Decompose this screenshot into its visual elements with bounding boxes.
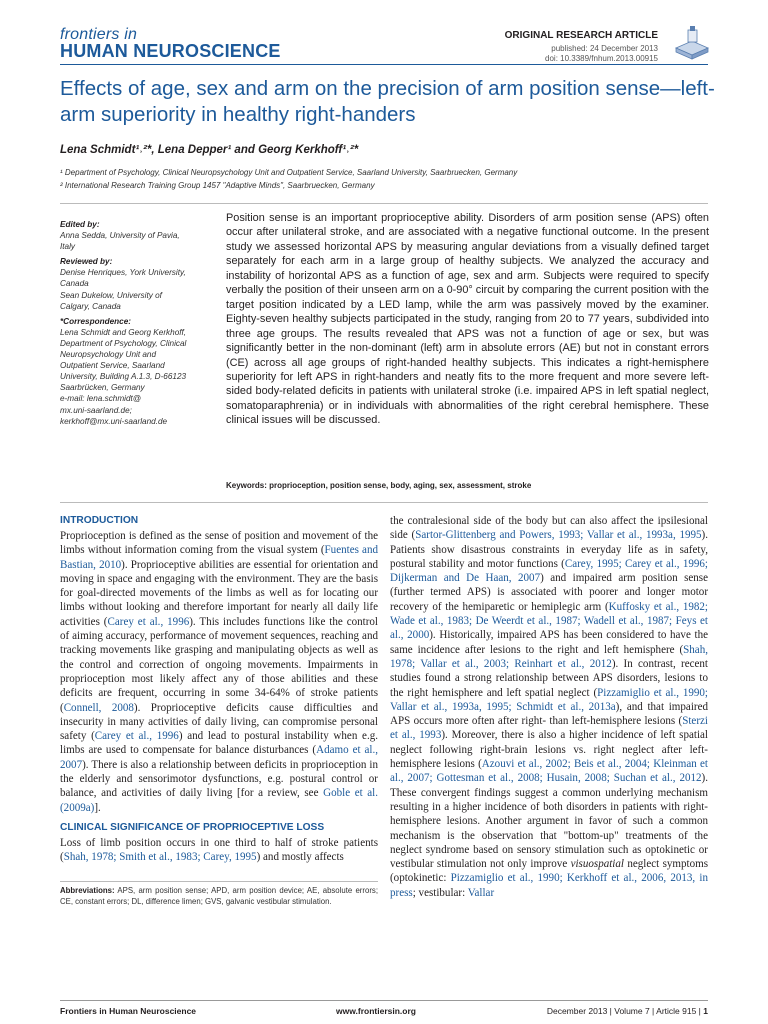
body-text: ). Moreover, there is also a higher incidence of left spatial neglect following right-brain lesions vs. right neglect after left-hemisphere lesions ( <box>390 729 708 771</box>
reviewer-line: Sean Dukelow, University of <box>60 290 162 300</box>
email-link[interactable]: kerkhoff@mx.uni-saarland.de <box>60 416 168 426</box>
correspondence-line: Outpatient Service, Saarland <box>60 361 165 371</box>
citation-link[interactable]: Pizzamiglio et al., 1990; Kerkhoff et al., 2006, 2013, in press <box>390 872 708 899</box>
body-text: ; vestibular: <box>412 886 468 899</box>
footer-website-link[interactable]: www.frontiersin.org <box>336 1006 416 1016</box>
body-text: ). Proprioceptive abilities are essential for orientation and moving in space and engaging with the environment. They are the basis for goal-directed movements of the limbs as well as for locating our limbs without looking and therefore important for nearly all daily life activities ( <box>60 558 378 628</box>
affiliation-1: ¹ Department of Psychology, Clinical Neuropsychology Unit and Outpatient Service, Saarland University, Saarbruecken, Germany <box>60 168 518 177</box>
header-rule <box>60 64 708 65</box>
citation-link[interactable]: Azouvi et al., 2002; Beis et al., 2004; Kleinman et al., 2007; Gottesman et al., 2008; Husain, 2008; Suchan et al., 2012 <box>390 758 709 785</box>
citation-link[interactable]: Vallar <box>467 886 495 899</box>
citation-link[interactable]: Carey, 1995; Carey et al., 1996; Dijkerman and De Haan, 2007 <box>390 557 708 585</box>
body-column-right <box>390 514 708 900</box>
body-text: the contralesional side of the body but can also affect the ipsilesional side ( <box>390 515 708 542</box>
body-text: ). These convergent findings suggest a common underlying mechanism resulting in a higher incidence of both disorders in patients with right-hemisphere lesions. Another argument in favor of such a common mechanism is the observation that "bottom-up" treatments of the neglect syndrome based on sensory stimulation such as optokinetic or vestibular stimulation not only improve <box>390 772 708 871</box>
article-type: ORIGINAL RESEARCH ARTICLE <box>504 30 658 41</box>
paragraph <box>60 529 378 815</box>
abbreviations-label: Abbreviations: <box>60 886 115 895</box>
abstract: Position sense is an important proprioceptive ability. Disorders of arm position sense (APS) often occur after unilateral stroke, and are associated with a negative functional outcome. In the present study we assessed horizontal APS by measuring angular deviations from a visually defined target separately for each arm in a large group of healthy subjects. We analyzed the accuracy and instability of horizontal APS as a function of age, sex and arm. Subjects were required to specify verbally the position of their unseen arm on a 0-90° circuit by comparing the current position with the target position indicated by a LED lamp, while the arm was passively moved by the examiner. Eighty-seven healthy subjects participated in the study, ranging from 20 to 77 years, subdivided into three age groups. The results revealed that APS was not a function of age or sex, but was significantly better in the non-dominant (left) arm in absolute errors (AE) but not in constant errors (CE) across all age groups of right-handed healthy subjects. This indicates a right-hemisphere superiority for left APS in right-handers and neatly fits to the more frequent and more severe left-sided body-related deficits in patients with unilateral stroke (i.e. impaired APS in left spatial neglect, somatoparaphrenia) or in individuals with abnormalities of the right cerebral hemisphere. These clinical issues will be discussed. <box>226 212 709 427</box>
correspondence-block <box>60 316 210 427</box>
reviewer-line: Denise Henriques, York University, <box>60 268 186 278</box>
editor-line: Italy <box>60 242 76 252</box>
body-text: neglect symptoms (optokinetic: <box>390 858 708 885</box>
keywords: Keywords: proprioception, position sense, body, aging, sex, assessment, stroke <box>226 481 532 490</box>
body-text: Loss of limb position occurs in one third to half of stroke patients ( <box>60 836 378 864</box>
editor-line: Anna Sedda, University of Pavia, <box>60 231 180 241</box>
correspondence-line: Department of Psychology, Clinical <box>60 338 187 348</box>
email-link[interactable]: mx.uni-saarland.de; <box>60 405 132 415</box>
footer-rule <box>60 1000 708 1001</box>
frontiers-logo-icon <box>672 24 712 60</box>
correspondence-label: *Correspondence: <box>60 316 131 326</box>
body-text: ) and lead to postural instability when e.g. limbs are used to compensate for balance disturbances ( <box>60 730 378 757</box>
section-heading-introduction: INTRODUCTION <box>60 515 139 526</box>
body-text: ). Patients show disastrous constraints in everyday life as in safety, postural stability and motor functions ( <box>390 529 708 570</box>
body-text: ). Proprioceptive deficits cause difficulties and insecurity in many activities of daily living, can compromise personal safety ( <box>60 701 378 743</box>
citation-link[interactable]: Fuentes and Bastian, 2010 <box>60 544 378 571</box>
editorial-sidebar <box>60 219 210 431</box>
correspondence-line: University, Building A.1.3, D-66123 <box>60 372 187 382</box>
body-text: ). This includes functions like the control of aiming accuracy, performance of movement sequences, reaching and tracking movements like grasping and manipulating objects as well as the control and correction of ongoing movements. Impairments in proprioception most likely affect any of those abilities and these deficits are frequent, occurring in some 34-64% of stroke patients ( <box>60 615 379 714</box>
affiliation-2: ² International Research Training Group 1457 "Adaptive Minds", Saarbruecken, Germany <box>60 181 375 190</box>
citation-link[interactable]: Sartor-Glittenberg and Powers, 1993; Vallar et al., 1993a, 1995 <box>415 529 702 542</box>
doi-link[interactable]: doi: 10.3389/fnhum.2013.00915 <box>545 54 658 63</box>
body-text: Proprioception is defined as the sense of position and movement of the limbs without information coming from the visual system ( <box>60 530 378 557</box>
citation-link[interactable]: Sterzi et al., 1993 <box>390 715 708 742</box>
edited-by-block <box>60 219 210 252</box>
page-number: 1 <box>703 1006 708 1016</box>
citation-link[interactable]: Carey et al., 1996 <box>94 730 179 743</box>
citation-link[interactable]: Pizzamiglio et al., 1990; Vallar et al., 1993a, 1995; Schmidt et al., 2013a <box>390 686 708 713</box>
correspondence-line: Saarbrücken, Germany <box>60 383 145 393</box>
citation-link[interactable]: Goble et al. (2009a) <box>60 787 379 814</box>
citation-link[interactable]: Connell, 2008 <box>63 701 134 714</box>
title-rule <box>60 203 708 204</box>
reviewed-by-block <box>60 256 210 311</box>
keywords-rule <box>60 502 708 503</box>
italic-text: visuospatial <box>570 858 624 871</box>
abbreviations-note <box>60 885 378 907</box>
journal-name-small: frontiers in <box>60 26 138 43</box>
citation-link[interactable]: Adamo et al., 2007 <box>60 744 379 771</box>
body-text: ). In contrast, recent studies found a strong relationship between APS disorders, lesions to the right hemisphere and left spatial neglect ( <box>390 657 709 699</box>
section-heading-clinical: CLINICAL SIGNIFICANCE OF PROPRIOCEPTIVE LOSS <box>60 821 325 833</box>
author-list: Lena Schmidt¹˒²*, Lena Depper¹ and Georg Kerkhoff¹˒²* <box>60 144 359 156</box>
article-title: Effects of age, sex and arm on the precision of arm position sense—left-arm superiority in healthy right-handers <box>60 77 715 126</box>
correspondence-line: Neuropsychology Unit and <box>60 350 157 360</box>
abbreviations-rule <box>60 881 378 882</box>
paragraph <box>390 514 708 900</box>
publication-date: published: 24 December 2013 <box>551 44 658 53</box>
citation-link[interactable]: Carey et al., 1996 <box>107 615 190 628</box>
footer-issue-info <box>547 1006 708 1016</box>
email-link[interactable]: e-mail: lena.schmidt@ <box>60 394 142 404</box>
body-text: ]. <box>94 801 101 814</box>
body-text: ). Historically, impaired APS has been considered to have the same incidence after lesions to the right and left hemisphere ( <box>390 629 708 656</box>
body-text: ), and that impaired APS occurs more often after right- than left-hemisphere lesions ( <box>390 700 708 728</box>
body-text: ) and mostly affects <box>256 851 344 864</box>
body-text: ) and impaired arm position sense (further termed APS) is associated with poorer and longer motor recovery of the hemiparetic or hemiplegic arm ( <box>390 572 709 613</box>
footer-issue: December 2013 | Volume 7 | Article 915 | <box>546 1006 701 1016</box>
journal-name: HUMAN NEUROSCIENCE <box>60 41 281 61</box>
body-column-left <box>60 514 378 865</box>
footer-journal: Frontiers in Human Neuroscience <box>60 1006 197 1016</box>
citation-link[interactable]: Shah, 1978; Smith et al., 1983; Carey, 1995 <box>63 851 257 864</box>
correspondence-line: Lena Schmidt and Georg Kerkhoff, <box>60 327 187 337</box>
edited-by-label: Edited by: <box>60 220 100 229</box>
reviewer-line: Canada <box>60 279 89 289</box>
citation-link[interactable]: Shah, 1978; Vallar et al., 2003; Reinhart et al., 2012 <box>390 643 708 670</box>
reviewer-line: Calgary, Canada <box>60 301 121 311</box>
abbreviations-text: APS, arm position sense; APD, arm position device; AE, absolute errors; CE, constant errors; DL, difference limen; GVS, galvanic vestibular stimulation. <box>60 886 378 906</box>
citation-link[interactable]: Kuffosky et al., 1982; Wade et al., 1983; De Weerdt et al., 1987; Wadell et al., 1987; Feys et al., 2000 <box>390 600 708 642</box>
reviewed-by-label: Reviewed by: <box>60 257 113 267</box>
paragraph <box>60 836 378 865</box>
body-text: ). There is also a relationship between deficits in proprioception in the elderly and sensorimotor dysfunctions, e.g. postural control or balance, and activities of daily living [for a review, see <box>60 758 378 800</box>
